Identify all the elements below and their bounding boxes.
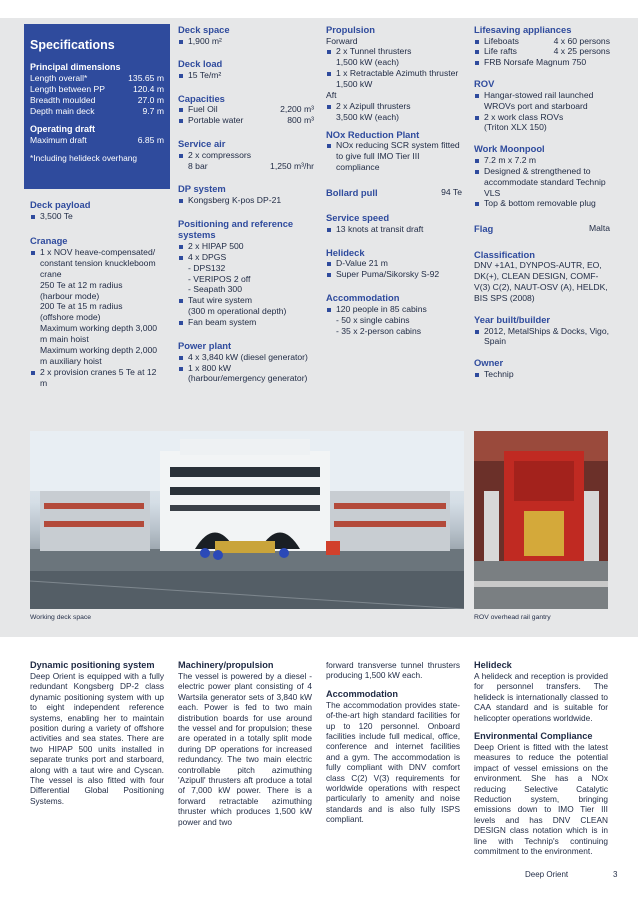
bollard-row xyxy=(326,187,462,199)
classification-title: Classification xyxy=(474,248,535,260)
helideck-paragraph: A helideck and reception is provided for personnel transfers. The helideck is internationally classed to CAA standard and is suitable for helicopter operations worldwide. xyxy=(474,671,608,723)
dp-heading: Dynamic positioning system xyxy=(30,660,155,670)
deck-load-item: 15 Te/m² xyxy=(178,70,314,81)
deck-payload-item: 3,500 Te xyxy=(30,211,164,222)
deck-space-title: Deck space xyxy=(178,24,230,35)
positioning-item: Taut wire system (300 m operational depth) xyxy=(178,295,314,317)
deck-payload-title: Deck payload xyxy=(30,199,91,210)
moonpool-item: Designed & strengthened to accommodate standard Technip VLS xyxy=(474,166,610,199)
accommodation-spec-title: Accommodation xyxy=(326,292,400,304)
positioning-item: 4 x DPGS - DPS132 - VERIPOS 2 off - Seapath 300 xyxy=(178,252,314,296)
helideck-heading: Helideck xyxy=(474,660,512,670)
dim-row: Length overall* 135.65 m xyxy=(30,73,164,83)
operating-draft-title: Operating draft xyxy=(30,123,96,134)
column-4 xyxy=(474,24,610,380)
machinery-heading: Machinery/propulsion xyxy=(178,660,274,670)
moonpool-title: Work Moonpool xyxy=(474,143,545,155)
column-1 xyxy=(30,199,164,389)
owner-item: Technip xyxy=(474,369,610,380)
machinery-continued: forward transverse tunnel thrusters producing 1,500 kW each. xyxy=(326,660,460,681)
column-3 xyxy=(326,24,462,336)
environmental-paragraph: Deep Orient is fitted with the latest measures to reduce the potential impact of vessel emissions on the environment. She has a NOx reducing Selective Catalytic Reduction system, bringing emissions down to IMO Tier III levels and has DNV CLEAN DESIGN class notation which is in line with Technip's continuing commitment to the environment. xyxy=(474,742,608,857)
rov-title: ROV xyxy=(474,78,495,90)
lifesaving-title: Lifesaving appliances xyxy=(474,24,572,35)
draft-row: Maximum draft 6.85 m xyxy=(30,134,164,145)
principal-dimensions-title: Principal dimensions xyxy=(30,62,121,72)
service-air-title: Service air xyxy=(178,138,226,150)
accommodation-heading: Accommodation xyxy=(326,688,398,699)
photo2-caption: ROV overhead rail gantry xyxy=(474,614,551,621)
accommodation-paragraph: The accommodation provides state-of-the-art high standard facilities for up to 120 personnel. Onboard facilities include full medical, office, conference and internet facilities and a gym. The accommodation is fully compliant with DNV comfort class C(2) V(3) requirements for worldwide operations with respect particularly to amenity and noise standards and is also fully ISPS compliant. xyxy=(326,699,460,825)
dp-paragraph: Deep Orient is equipped with a fully redundant Kongsberg DP-2 class dynamic positioning system with up to eight independent reference systems, enabling her to maintain position during a variety of offshore activities and sea states. There are two HIPAP 500 units installed in separate trunks port and starboard, along with a taut wire and Cyscan. The vessel is also fitted with four Differential Global Positioning Systems. xyxy=(30,671,164,806)
crane-item: 2 x provision cranes 5 Te at 12 m xyxy=(30,367,164,389)
moonpool-item: 7.2 m x 7.2 m xyxy=(474,155,610,166)
body-column-4 xyxy=(474,660,608,857)
year-built-title: Year built/builder xyxy=(474,314,551,325)
propulsion-title: Propulsion xyxy=(326,24,375,35)
dim-row: Depth main deck 9.7 m xyxy=(30,105,164,116)
lifesaving-item: FRB Norsafe Magnum 750 xyxy=(474,57,610,68)
bollard-title: Bollard pull xyxy=(326,186,378,198)
body-column-1 xyxy=(30,660,164,806)
classification-text: DNV +1A1, DYNPOS-AUTR, EO, DK(+), CLEAN DESIGN, COMF-V(3) C(2), NAUT-OSV (A), HELDK, BIS SPS (2008) xyxy=(474,260,608,304)
positioning-title: Positioning and reference systems xyxy=(178,217,294,241)
dim-row: Breadth moulded 27.0 m xyxy=(30,94,164,105)
year-built-item: 2012, MetalShips & Docks, Vigo, Spain xyxy=(474,326,610,348)
body-column-3 xyxy=(326,660,460,825)
capacities-title: Capacities xyxy=(178,92,225,104)
accommodation-item: 120 people in 85 cabins - 50 x single cabins - 35 x 2-person cabins xyxy=(326,304,462,337)
aft-label: Aft xyxy=(326,90,337,101)
flag-row xyxy=(474,223,610,235)
power-item: 4 x 3,840 kW (diesel generator) xyxy=(178,352,314,363)
positioning-item: Fan beam system xyxy=(178,317,314,328)
crane-item: 1 x NOV heave-compensated/ constant tension knuckleboom crane 250 Te at 12 m radius (harbour mode) 200 Te at 15 m radius (offshore mode) Maximum working depth 3,000 m main hoist Maximum working depth 2,000 m auxiliary hoist xyxy=(30,247,164,367)
working-deck-photo xyxy=(30,431,464,609)
capacity-item: Portable water 800 m³ xyxy=(178,115,314,126)
speed-item: 13 knots at transit draft xyxy=(326,224,462,235)
lifesaving-item: Life rafts 4 x 25 persons xyxy=(474,46,610,57)
positioning-item: 2 x HIPAP 500 xyxy=(178,241,314,252)
thruster-item: 2 x Tunnel thrusters 1,500 kW (each) xyxy=(326,46,462,68)
power-plant-title: Power plant xyxy=(178,340,232,352)
bollard-value: 94 Te xyxy=(441,186,462,197)
rov-item: Hangar-stowed rail launched WROVs port and starboard xyxy=(474,90,610,112)
thruster-item: 2 x Azipull thrusters 3,500 kW (each) xyxy=(326,101,462,123)
dim-row: Length between PP 120.4 m xyxy=(30,83,164,94)
photo1-caption: Working deck space xyxy=(30,614,92,621)
service-speed-title: Service speed xyxy=(326,212,390,224)
flag-value: Malta xyxy=(588,223,610,234)
body-column-2 xyxy=(178,660,312,827)
capacity-item: Fuel Oil 2,200 m³ xyxy=(178,104,314,115)
overhang-note: *Including helideck overhang xyxy=(30,152,138,163)
deck-load-title: Deck load xyxy=(178,58,223,70)
dp-system-title: DP system xyxy=(178,183,226,195)
rov-gantry-photo xyxy=(474,431,608,609)
specifications-box xyxy=(24,24,170,189)
forward-label: Forward xyxy=(326,35,358,46)
moonpool-item: Top & bottom removable plug xyxy=(474,198,610,209)
lifesaving-item: Lifeboats 4 x 60 persons xyxy=(474,36,610,47)
specifications-title: Specifications xyxy=(30,38,115,52)
helideck-item: Super Puma/Sikorsky S-92 xyxy=(326,269,462,280)
helideck-spec-title: Helideck xyxy=(326,246,365,258)
deck-space-item: 1,900 m² xyxy=(178,36,314,47)
nox-item: NOx reducing SCR system fitted to give full IMO Tier III compliance xyxy=(326,140,462,173)
service-air-item: 2 x compressors 8 bar 1,250 m³/hr xyxy=(178,150,314,172)
helideck-item: D-Value 21 m xyxy=(326,258,462,269)
environmental-heading: Environmental Compliance xyxy=(474,731,593,742)
nox-title: NOx Reduction Plant xyxy=(326,128,420,140)
machinery-paragraph: The vessel is powered by a diesel -electric power plant consisting of 4 Wartsila generator sets of 3,840 kW each. Power is fed to two main distribution boards for use around the vessel and for propulsion; these are operated in a totally split mode during DP operations for increased redundancy. The two main electric controllable pitch azimuthing 'Azipull' thrusters aft produce a total of 7,000 kW power. There is a forward retractable azimuthing thruster which produces 1,500 kW power and two xyxy=(178,671,312,827)
footer-title: Deep Orient xyxy=(525,870,569,879)
power-item: 1 x 800 kW (harbour/emergency generator) xyxy=(178,363,314,385)
column-2 xyxy=(178,24,314,384)
thruster-item: 1 x Retractable Azimuth thruster 1,500 kW xyxy=(326,68,462,90)
page-number: 3 xyxy=(613,870,618,879)
cranage-title: Cranage xyxy=(30,235,68,247)
dp-system-item: Kongsberg K-pos DP-21 xyxy=(178,195,314,206)
owner-title: Owner xyxy=(474,357,504,369)
rov-item: 2 x work class ROVs (Triton XLX 150) xyxy=(474,112,610,134)
flag-title: Flag xyxy=(474,223,494,235)
